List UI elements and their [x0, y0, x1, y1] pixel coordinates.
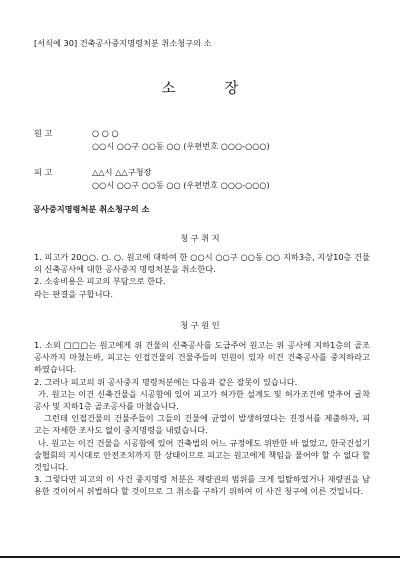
defendant-name: △△시 △△구청장	[92, 167, 152, 177]
defendant-address: ○○시 ○○구 ○○동 ○○ (우편번호 ○○○-○○○)	[92, 180, 270, 190]
purpose-paragraph: 라는 판결을 구합니다.	[34, 288, 113, 299]
form-label: [서식예 30] 건축공사중지명령처분 취소청구의 소	[34, 38, 212, 48]
plaintiff-name: ○ ○ ○	[92, 128, 119, 138]
cause-heading: 청 구 원 인	[180, 320, 220, 330]
cause-paragraph: 2. 그러나 피고의 위 공사중지 명령처분에는 다음과 같은 잘못이 있습니다.	[34, 376, 298, 387]
cause-paragraph: 가. 원고는 이건 신축건물을 시공함에 있어 피고가 허가한 설계도 및 허가조건에 맞추어 굴착공사 및 지하1층 골조공사를 마쳤습니다.	[34, 388, 370, 412]
plaintiff-block	[34, 128, 374, 154]
plaintiff-address: ○○시 ○○구 ○○동 ○○ (우편번호 ○○○-○○○)	[92, 141, 270, 151]
title-char-2: 장	[224, 81, 239, 97]
cause-paragraph: 그런데 인접건물의 건물주들이 그들의 건물에 균열이 발생하였다는 진정서를 제출하자, 피고는 자세한 조사도 없이 중지명령을 내렸습니다.	[34, 413, 370, 436]
cause-paragraph: 3. 그렇다면 피고의 이 사건 중지명령 처분은 재량권의 범위를 크게 일탈하였거나 재량권을 남용한 것이어서 위법하다 할 것이므로 그 취소를 구하기 위하여 이 사건 청구에 이른 것입니다.	[34, 474, 370, 497]
plaintiff-role: 원 고	[34, 128, 53, 138]
purpose-body	[34, 251, 370, 300]
document-title	[0, 77, 400, 98]
cause-body	[34, 339, 370, 498]
defendant-role: 피 고	[34, 167, 53, 177]
purpose-paragraph: 1. 피고가 20○○. ○. ○. 원고에 대하여 한 ○○시 ○○구 ○○동 ○○ 지하3층, 지상10층 건물의 신축공사에 대한 공사중지 명령처분을 취소한다.	[34, 252, 370, 275]
defendant-block	[34, 167, 374, 193]
purpose-paragraph: 2. 소송비용은 피고의 부담으로 한다.	[34, 276, 166, 287]
bottom-rule	[0, 556, 400, 558]
purpose-heading: 청 구 취 지	[180, 233, 220, 243]
cause-paragraph: 나. 원고는 이건 건물을 시공함에 있어 건축법의 어느 규정에도 위반한 바 없었고, 한국건설기술협회의 지시대로 안전조치까지 한 상태이므로 피고는 원고에게 책임을 물어야 할 수 없다 할 것입니다.	[34, 437, 370, 473]
title-char-1: 소	[161, 81, 176, 97]
cause-paragraph: 1. 소외 □□□는 원고에게 위 건물의 신축공사를 도급주어 원고는 위 공사에 지하1층의 골조공사까지 마쳤는바, 피고는 인접건물의 건물주들의 민원이 있자 이건 건축공사를 중지하라고 하였습니다.	[34, 340, 370, 375]
case-name: 공사중지명령처분 취소청구의 소	[33, 204, 150, 214]
